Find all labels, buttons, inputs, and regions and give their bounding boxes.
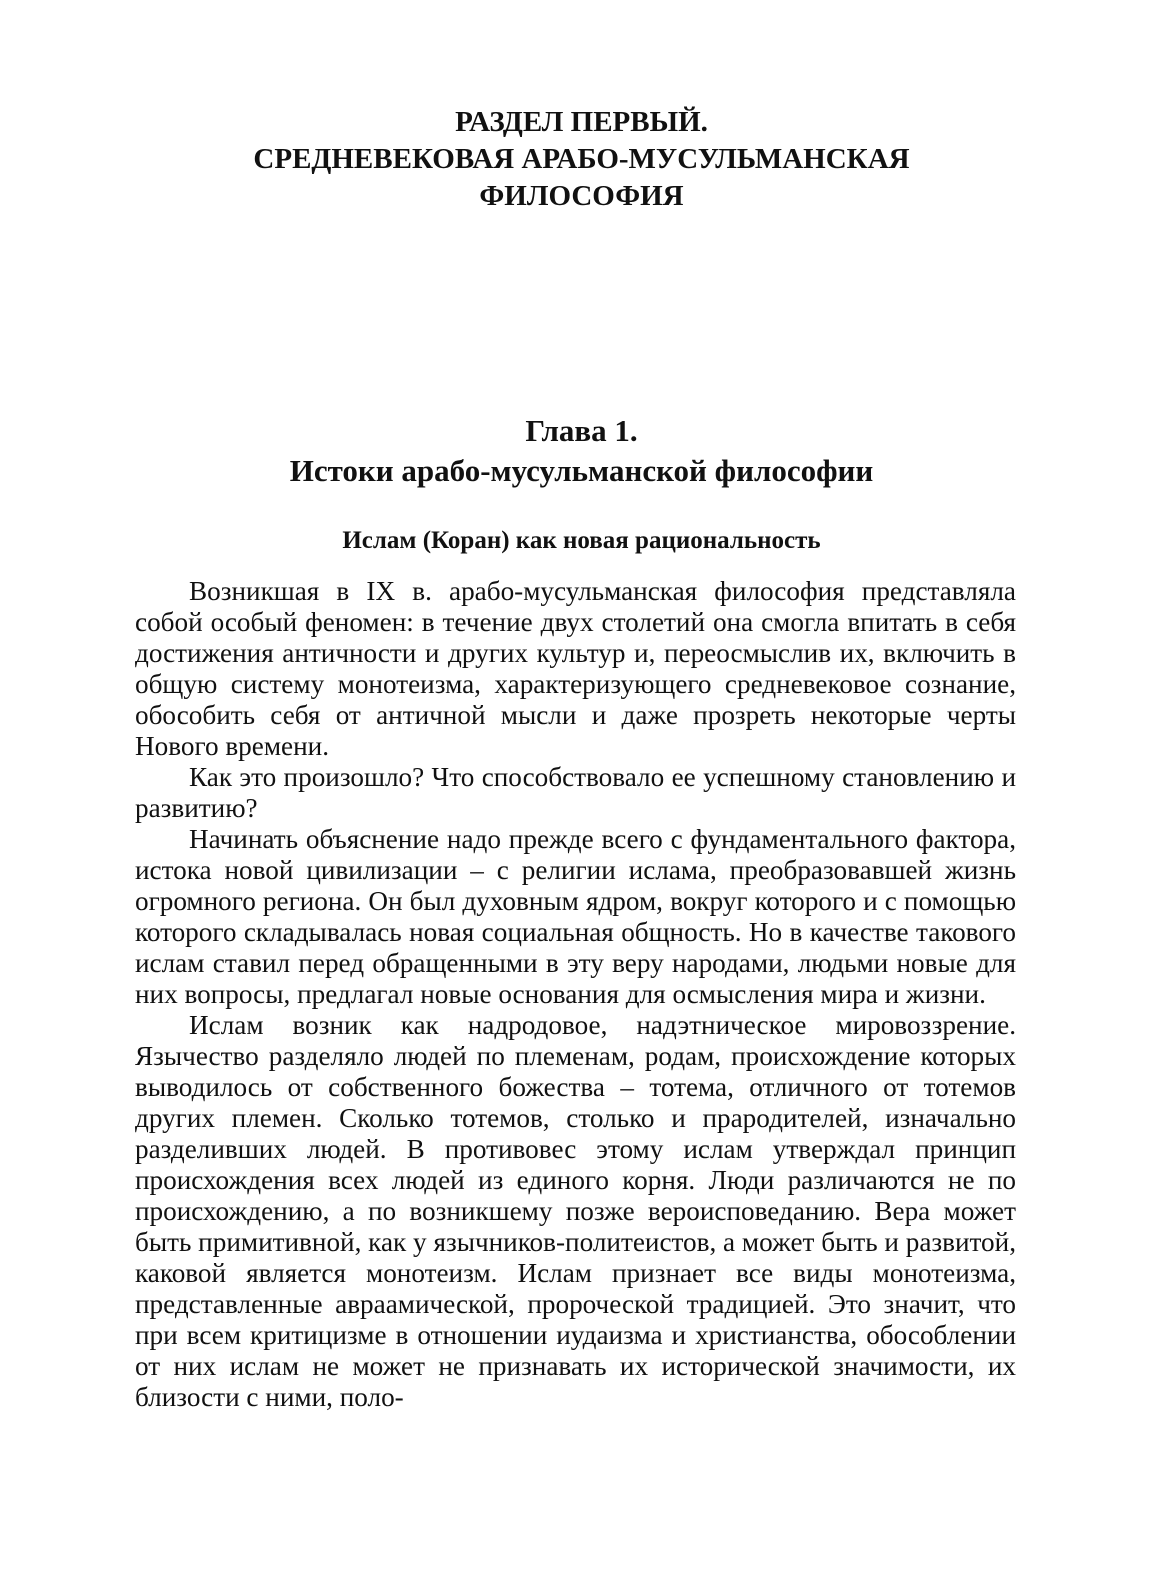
paragraph-3: Начинать объяснение надо прежде всего с фундаментального фактора, истока новой цивилизации – с религии ислама, преобразовавшей жизнь огромного региона. Он был духовным ядром, вокруг которого и с помощью которого складывалась новая социальная общность. Но в качестве такового ислам ставил перед обращенными в эту веру народами, людьми новые для них вопросы, предлагал новые основания для осмысления мира и жизни. (135, 824, 1016, 1009)
body-text (135, 576, 1016, 1413)
paragraph-2: Как это произошло? Что способствовало ее успешному становлению и развитию? (135, 762, 1016, 823)
section-heading (100, 104, 1063, 215)
section-heading-line-2: СРЕДНЕВЕКОВАЯ АРАБО-МУСУЛЬМАНСКАЯ (253, 143, 910, 175)
paragraph-4: Ислам возник как надродовое, надэтническое мировоззрение. Язычество разделяло людей по племенам, родам, происхождение которых выводилось от собственного божества – тотема, отличного от тотемов других племен. Сколько тотемов, столько и прародителей, изначально разделивших людей. В противовес этому ислам утверждал принцип происхождения всех людей из единого корня. Люди различаются не по происхождению, а по возникшему позже вероисповеданию. Вера может быть примитивной, как у язычников-политеистов, а может быть и развитой, каковой является монотеизм. Ислам признает все виды монотеизма, представленные авраамической, пророческой традицией. Это значит, что при всем критицизме в отношении иудаизма и христианства, обособлении от них ислам не может не признавать их исторической значимости, их близости с ними, поло- (135, 1010, 1016, 1412)
chapter-title: Истоки арабо-мусульманской философии (289, 453, 874, 488)
section-heading-line-3: ФИЛОСОФИЯ (479, 180, 684, 212)
section-heading-line-1: РАЗДЕЛ ПЕРВЫЙ. (455, 106, 708, 138)
subsection-title: Ислам (Коран) как новая рациональность (342, 527, 821, 554)
chapter-number: Глава 1. (525, 413, 638, 448)
chapter-heading (100, 411, 1063, 491)
paragraph-1: Возникшая в IX в. арабо-мусульманская философия представляла собой особый феномен: в течение двух столетий она смогла впитать в себя достижения античности и других культур и, переосмыслив их, включить в общую систему монотеизма, характеризующего средневековое сознание, обособить себя от античной мысли и даже прозреть некоторые черты Нового времени. (135, 576, 1016, 761)
